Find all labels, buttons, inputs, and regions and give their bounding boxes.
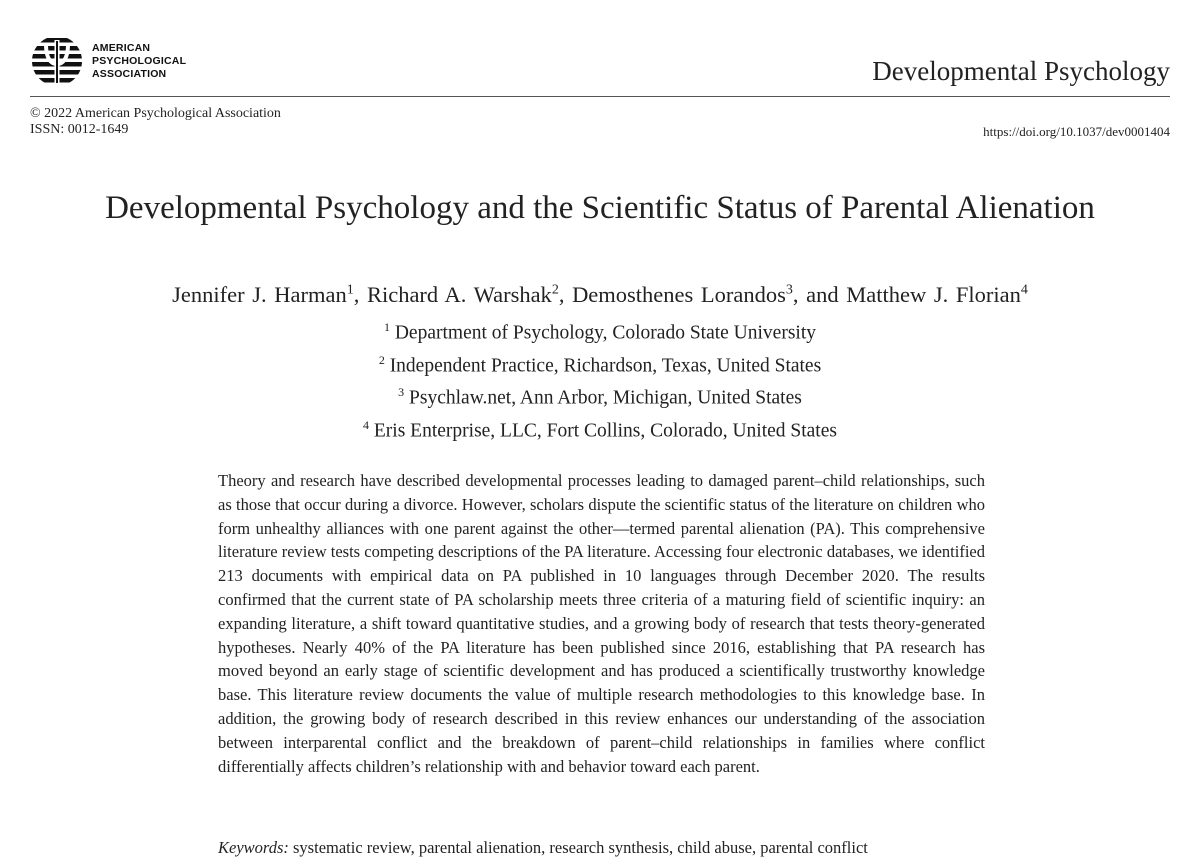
affiliation-item	[0, 347, 1200, 380]
author-name: Jennifer J. Harman	[172, 282, 347, 307]
affiliation-text: Independent Practice, Richardson, Texas, United States	[389, 355, 822, 376]
author-separator: ,	[353, 282, 367, 307]
author-separator: , and	[792, 282, 847, 307]
logo-line: ASSOCIATION	[92, 67, 167, 80]
affiliation-item	[0, 379, 1200, 412]
affiliation-text: Psychlaw.net, Ann Arbor, Michigan, United States	[409, 387, 802, 409]
affiliation-text: Eris Enterprise, LLC, Fort Collins, Colorado, United States	[373, 420, 837, 441]
doi-link[interactable]: https://doi.org/10.1037/dev0001404	[983, 124, 1170, 139]
publication-meta	[30, 106, 281, 138]
logo-line: AMERICAN	[92, 41, 151, 54]
abstract: Theory and research have described developmental processes leading to damaged parent–child relationships, such as those that occur during a divorce. However, scholars dispute the scientific status of the literature on children who form unhealthy alliances with one parent against the other—termed parental alienation (PA). This comprehensive literature review tests competing descriptions of the PA literature. Accessing four electronic databases, we identified 213 documents with empirical data on PA published in 10 languages through December 2020. The results confirmed that the current state of PA scholarship meets three criteria of a maturing field of scientific inquiry: an expanding literature, a shift toward quantitative studies, and a growing body of research that tests theory-generated hypotheses. Nearly 40% of the PA literature has been published since 2016, establishing that PA research has moved beyond an early stage of scientific development and has produced a scientifically trustworthy knowledge base. This literature review documents the value of multiple research methodologies to this knowledge base. In addition, the growing body of research described in this review enhances our understanding of the association between interparental conflict and the breakdown of parent–child relationships in families where conflict differentially affects children’s relationship with and behavior toward each parent.	[218, 471, 985, 776]
author-affiliation-number: 3	[785, 282, 793, 298]
logo-line: PSYCHOLOGICAL	[92, 54, 187, 67]
author-list	[0, 282, 1200, 308]
header-divider	[30, 96, 1170, 97]
author-name: Demosthenes Lorandos	[572, 282, 786, 307]
affiliation-item	[0, 314, 1200, 347]
affiliation-number: 3	[398, 385, 405, 399]
keywords	[218, 838, 998, 858]
affiliation-number: 1	[383, 320, 390, 334]
issn-line: ISSN: 0012-1649	[30, 122, 129, 137]
keywords-label: Keywords:	[218, 838, 289, 857]
author-name: Matthew J. Florian	[846, 282, 1021, 307]
author-separator: ,	[558, 282, 573, 307]
copyright-line: © 2022 American Psychological Association	[30, 106, 281, 121]
affiliation-number: 4	[363, 417, 370, 432]
affiliation-item	[0, 412, 1200, 445]
author-name: Richard A. Warshak	[366, 282, 552, 307]
apa-logo	[30, 34, 186, 88]
author-affiliation-number: 2	[551, 282, 559, 298]
affiliation-number: 2	[378, 352, 385, 367]
keywords-text: systematic review, parental alienation, research synthesis, child abuse, parental conflict	[293, 838, 868, 857]
apa-logo-icon	[30, 34, 84, 88]
author-affiliation-number: 1	[346, 282, 354, 298]
article-title: Developmental Psychology and the Scientific Status of Parental Alienation	[105, 190, 1095, 226]
affiliation-text: Department of Psychology, Colorado State University	[394, 322, 817, 344]
journal-name: Developmental Psychology	[872, 56, 1170, 86]
author-affiliation-number: 4	[1020, 282, 1028, 298]
apa-logo-text	[92, 42, 186, 81]
affiliation-list	[0, 314, 1200, 444]
